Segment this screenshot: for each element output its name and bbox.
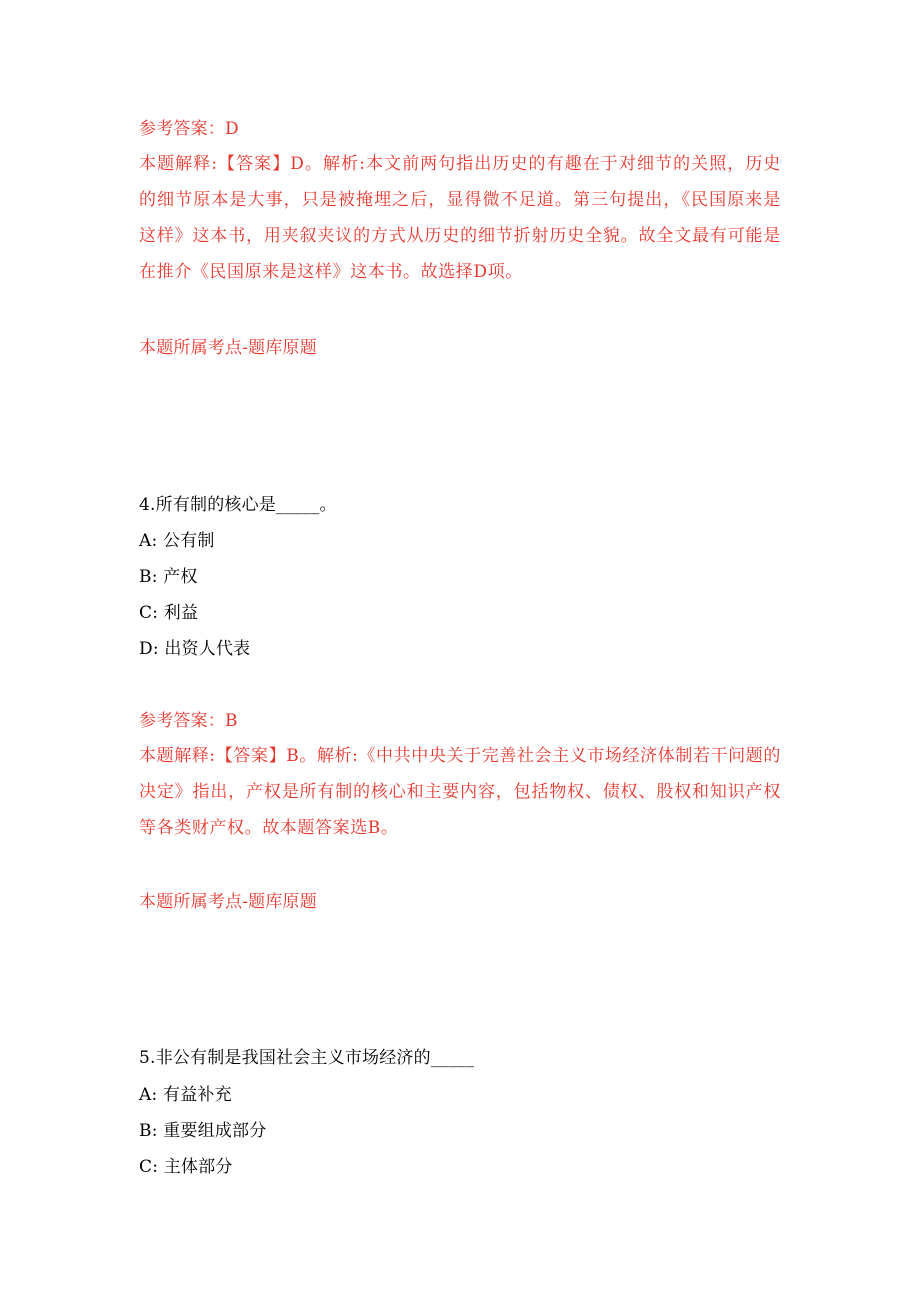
answer-label: 参考答案：B <box>139 711 238 731</box>
topic-label: 本题所属考点-题库原题 <box>139 892 317 912</box>
option-d: D: 出资人代表 <box>139 639 251 659</box>
answer-explanation: 本题解释:【答案】D。解析:本文前两句指出历史的有趣在于对细节的关照，历史的细节原本是大事，只是被掩埋之后，显得微不足道。第三句提出，《民国原来是这样》这本书，用夹叙夹议的方式从历史的细节折射历史全貌。故全文最有可能是在推介《民国原来是这样》这本书。故选择D项。 <box>139 154 781 282</box>
option-a: A: 公有制 <box>139 531 215 551</box>
question-stem: 5.非公有制是我国社会主义市场经济的_____ <box>139 1048 475 1068</box>
option-c: C: 利益 <box>139 603 199 623</box>
answer-label: 参考答案：D <box>139 119 239 139</box>
answer-explanation: 本题解释:【答案】B。解析:《中共中央关于完善社会主义市场经济体制若干问题的决定》指出，产权是所有制的核心和主要内容，包括物权、债权、股权和知识产权等各类财产权。故本题答案选B。 <box>139 746 781 838</box>
option-a: A: 有益补充 <box>139 1085 232 1105</box>
option-b: B: 重要组成部分 <box>139 1121 267 1141</box>
option-c: C: 主体部分 <box>139 1157 233 1177</box>
question-stem: 4.所有制的核心是_____。 <box>139 495 337 515</box>
topic-label: 本题所属考点-题库原题 <box>139 338 317 358</box>
option-b: B: 产权 <box>139 567 198 587</box>
